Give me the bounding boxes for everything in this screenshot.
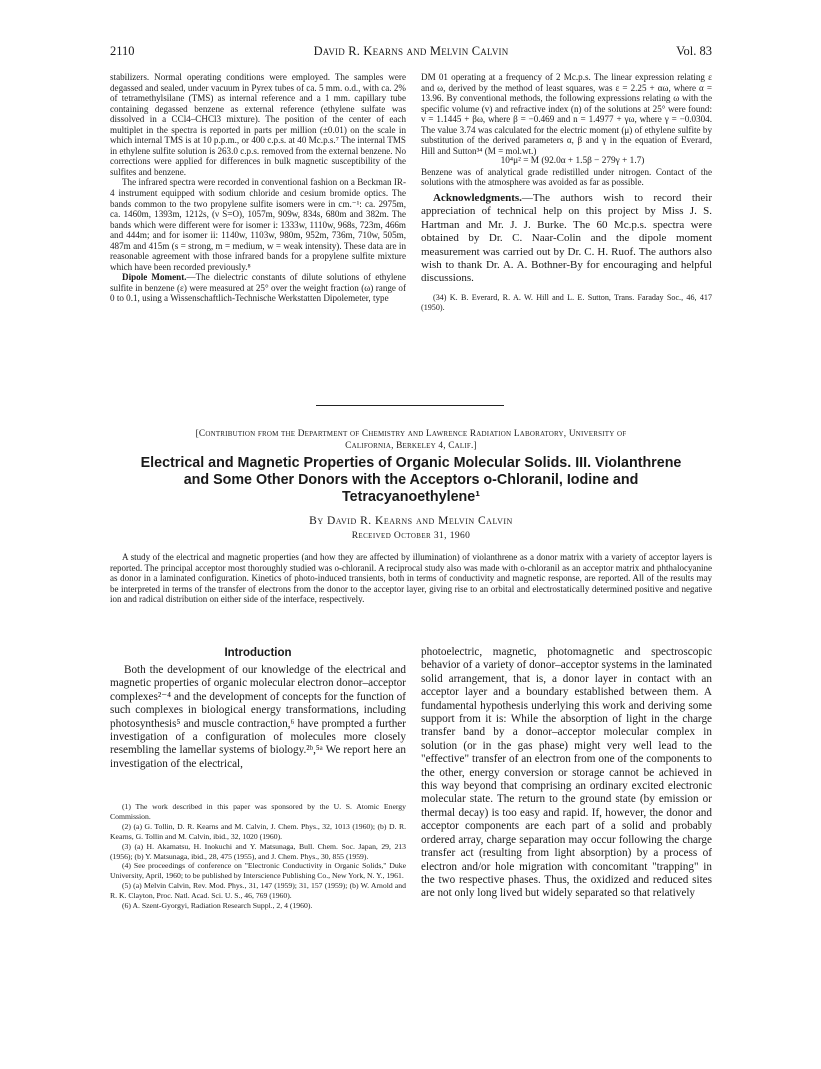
article-divider: [316, 405, 504, 406]
paragraph: Benzene was of analytical grade redistilled under nitrogen. Contact of the solutions with the atmosphere was avoided as far as possible.: [421, 166, 712, 188]
equation: 10⁴μ² = M (92.0α + 1.5β − 279γ + 1.7): [500, 156, 645, 167]
paragraph: The infrared spectra were recorded in conventional fashion on a Beckman IR-4 instrument equipped with sodium chloride and cesium bromide optics. The bands common to the two propylene sulfite isomers were in cm.⁻¹: ca. 2975m, ca. 1460m, 1393m, 1212s, (ν S=O), 1057m, 909w, 834s, 680m and 382m. The bands which were different were for isomer i: 1333w, 1110w, 968s, 723m, 466m and 444m; and for isomer ii: 1140w, 1103w, 980m, 952m, 736m, 710w, 505m, 487m and 415m (s = strong, m = medium, w = weak intensity). These data are in reasonable agreement with those infrared bands for a propylene sulfite mixture which have been recorded previously.⁸: [110, 177, 406, 272]
footnote: (6) A. Szent-Gyorgyi, Radiation Research Suppl., 2, 4 (1960).: [122, 901, 313, 911]
page-number: 2110: [110, 44, 135, 58]
title-line-3: Tetracyanoethylene¹: [342, 488, 480, 505]
contribution-line: [110, 429, 712, 452]
paragraph: [110, 272, 406, 304]
title-line-2: and Some Other Donors with the Acceptors o-Chloranil, Iodine and: [183, 471, 639, 488]
footnote: (5) (a) Melvin Calvin, Rev. Mod. Phys., 31, 147 (1959); 31, 157 (1959); (b) W. Arnold and R. K. Clayton, Proc. Natl. Acad. Sci. U. S., 46, 769 (1960).: [110, 881, 406, 901]
paragraph: DM 01 operating at a frequency of 2 Mc.p.s. The linear expression relating ε and ω, derived by the method of least squares, was ε = 2.25 + αω, where α = 13.96. By conventional methods, the following expressions relating ω with the specific volume (v) and refractive index (n) of the solutions at 25° were found: v = 1.1445 + βω, where β = −0.469 and n = 1.4977 + γω, where γ = −0.0304. The value 3.74 was calculated for the electric moment (μ) of ethylene sulfite by substitution of the derived parameters α, β and γ in the equation of Everard, Hill and Sutton³⁴ (M = mol.wt.): [421, 72, 712, 156]
acknowledgments-heading: Acknowledgments.: [433, 192, 522, 205]
previous-article-left-column: [110, 72, 406, 304]
introduction-right-text: photoelectric, magnetic, photomagnetic and spectroscopic behavior of a variety of donor–acceptor systems in the laminated solid arrangement, that is, a donor layer in contact with an acceptor layer and a boundary established between them. A fundamental hypothesis underlying this work and deriving some support from it is: While the absorption of light in the charge transfer band by a donor–acceptor molecular complex in solution (or in the gas phase) might very well lead to the "effective" transfer of an electron from one of the components to the other, energy conversion or storage cannot be achieved in this way beyond that comprising an ordinary excited electronic molecular state. The return to the ground state (by emission or thermal decay) is too easy and rapid. If, however, the donor and acceptor components are each part of a solid and probably ordered array, charge separation may occur following the charge transfer act (resulting from light absorption) by a process of electron and/or hole migration with concomitant "trapping" in the two respective phases. Thus, the oxidized and reduced sites are not only long lived but widely separated so that relatively: [421, 646, 712, 900]
contribution-line-1: [Contribution from the Department of Chemistry and Lawrence Radiation Laboratory, University of: [195, 429, 627, 439]
title-line-1: Electrical and Magnetic Properties of Organic Molecular Solids. III. Violanthrene: [140, 455, 682, 471]
footnote: (4) See proceedings of conference on "Electronic Conductivity in Organic Solids," Duke University, April, 1960; to be published by Interscience Publishing Co., New York, N. Y., 1961.: [110, 861, 406, 881]
dipole-moment-text: —The dielectric constants of dilute solutions of ethylene sulfite in benzene (ε) were measured at 25° over the weight fraction (ω) range of 0 to 0.1, using a Wissenschaftlich-Technische Werkstatten Dipolemeter, type: [110, 272, 406, 304]
running-title: David R. Kearns and Melvin Calvin: [313, 44, 509, 58]
footnote: (34) K. B. Everard, R. A. W. Hill and L. E. Sutton, Trans. Faraday Soc., 46, 417 (1950).: [421, 292, 712, 312]
footnote: (1) The work described in this paper was sponsored by the U. S. Atomic Energy Commission.: [110, 802, 406, 821]
received-date: Received October 31, 1960: [351, 531, 471, 541]
contribution-line-2: California, Berkeley 4, Calif.]: [345, 440, 477, 451]
introduction-heading: Introduction: [224, 647, 292, 659]
previous-article-right-column: [421, 72, 712, 313]
acknowledgments-text: —The authors wish to record their appreciation of technical help on this project by Miss J. S. Hartman and Mr. J. J. Burke. The 60 Mc.p.s. spectra were obtained by Dr. C. Naar-Colin and the dipole moment measurement was carried out by Dr. C. H. Ruof. The authors also wish to thank Dr. A. A. Bothner-By for encouraging and helpful discussions.: [421, 192, 712, 285]
dipole-moment-heading: Dipole Moment.: [122, 272, 187, 283]
volume-number: Vol. 83: [676, 44, 712, 58]
abstract: A study of the electrical and magnetic properties (and how they are affected by illumination) of violanthrene as a donor matrix with a variety of acceptor layers is reported. The principal acceptor most thoroughly studied was o-chloranil. A reciprocal study also was made with o-chloranil as an acceptor matrix and phthalocyanine as donor in a laminated configuration. Kinetics of photo-induced transients, both in terms of conductivity and magnetic response, are reported. All of the results may be interpreted in terms of the transfer of electrons from the donor to the acceptor layer, giving rise to an orbital and electrostatically determined positive and negative ion and radical distribution on either side of the interface, respectively.: [110, 552, 712, 605]
byline: By David R. Kearns and Melvin Calvin: [309, 515, 513, 527]
article-title: [110, 455, 712, 505]
footnotes: [110, 802, 406, 911]
footnote: (2) (a) G. Tollin, D. R. Kearns and M. Calvin, J. Chem. Phys., 32, 1013 (1960); (b) D. R. Kearns, G. Tollin and M. Calvin, ibid., 32, 1020 (1960).: [110, 821, 406, 841]
footnote: (3) (a) H. Akamatsu, H. Inokuchi and Y. Matsunaga, Bull. Chem. Soc. Japan, 29, 213 (1956); (b) Y. Matsunaga, ibid., 28, 475 (1955), and J. Chem. Phys., 30, 855 (1959).: [110, 841, 406, 861]
running-header: [110, 44, 712, 60]
acknowledgments: [421, 192, 712, 286]
introduction-left-text: Both the development of our knowledge of the electrical and magnetic properties of organic molecular electron donor–acceptor complexes²⁻⁴ and the development of concepts for the function of such complexes in biological energy transformations, including photosynthesis⁵ and muscle contraction,⁶ have prompted a further investigation of a configuration of molecules more closely resembling the lamellar systems of biology.²ᵇ,⁵ᵃ We report here an investigation of the electrical,: [110, 664, 406, 770]
paragraph: stabilizers. Normal operating conditions were employed. The samples were degassed and sealed, under vacuum in Pyrex tubes of ca. 5 mm. o.d., with ca. 2% of tetramethylsilane (TMS) as internal reference and a 1 mm. capillary tube containing degassed benzene as external reference (ethylene sulfate was dissolved in a CCl4–CHCl3 mixture). The position of the center of each multiplet in the spectra is reported in parts per million (±0.01) on the scale in which internal TMS is at 10 p.p.m., or 400 c.p.s. at 40 Mc.p.s.⁷ The internal TMS in ethylene sulfite solution is 263.0 c.p.s. removed from the external benzene. No corrections were applied for differences in bulk magnetic susceptibility of the sulfites and benzene.: [110, 72, 406, 177]
